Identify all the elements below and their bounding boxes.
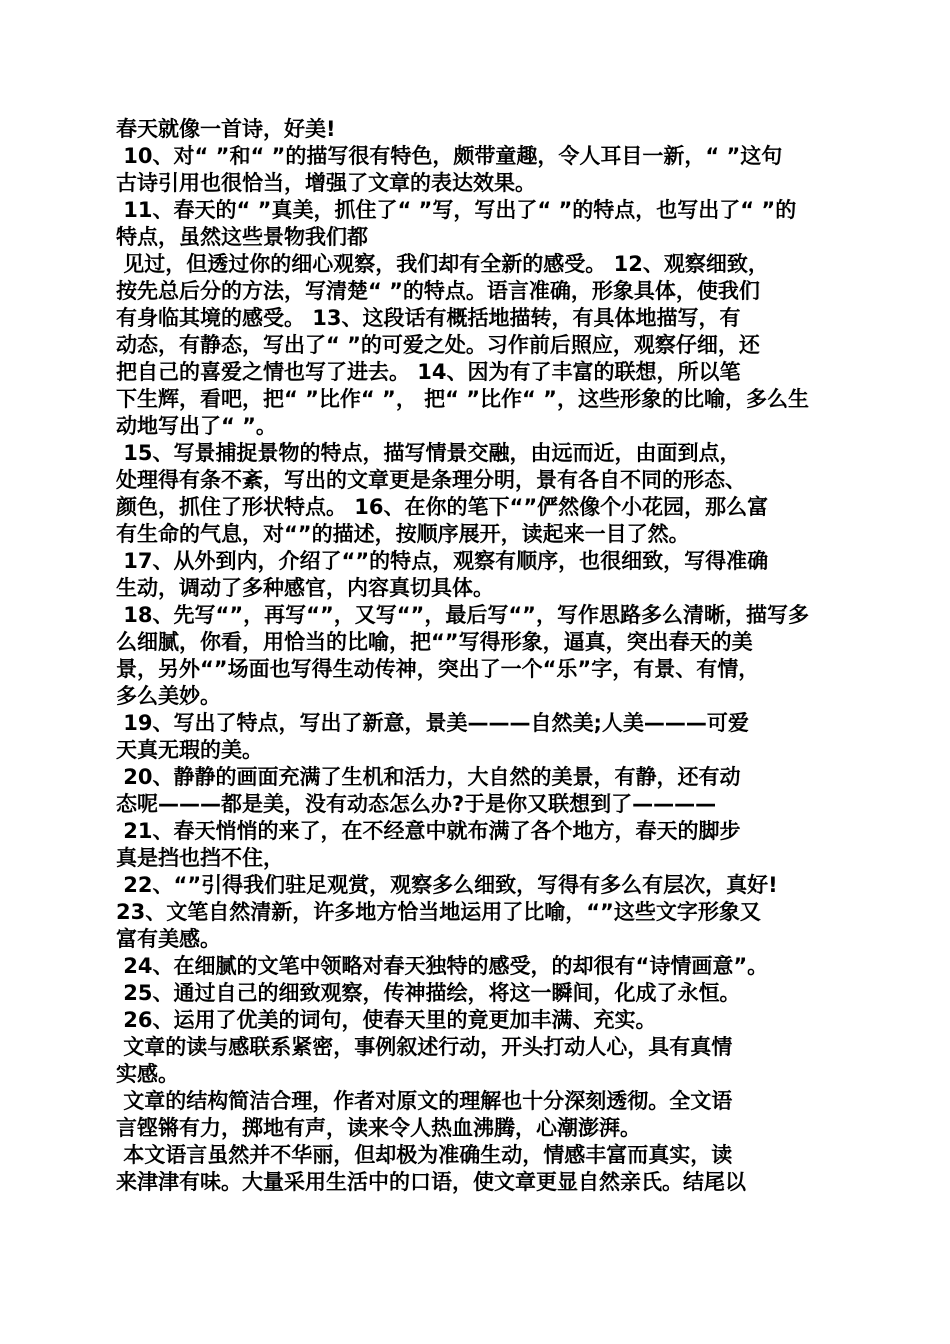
text-line: 动态，有静态，写出了“ ”的可爱之处。习作前后照应，观察仔细，还: [116, 333, 760, 357]
text-line: 17、从外到内，介绍了“”的特点，观察有顺序，也很细致，写得准确: [116, 549, 769, 573]
text-line: 景，另外“”场面也写得生动传神，突出了一个“乐”字，有景、有情，: [116, 657, 760, 681]
text-line: 实感。: [116, 1062, 179, 1086]
text-line: 文章的结构简洁合理，作者对原文的理解也十分深刻透彻。全文语: [116, 1089, 733, 1113]
text-line: 见过，但透过你的细心观察，我们却有全新的感受。 12、观察细致，: [116, 252, 769, 276]
text-line: 有身临其境的感受。 13、这段话有概括地描转，有具体地描写，有: [116, 306, 741, 330]
text-line: 多么美妙。: [116, 684, 221, 708]
text-line: 真是挡也挡不住，: [116, 846, 284, 870]
text-line: 生动，调动了多种感官，内容真切具体。: [116, 576, 494, 600]
text-line: 26、运用了优美的词句，使春天里的竟更加丰满、充实。: [116, 1008, 657, 1032]
text-line: 25、通过自己的细致观察，传神描绘，将这一瞬间，化成了永恒。: [116, 981, 741, 1005]
text-line: 把自己的喜爱之情也写了进去。 14、因为有了丰富的联想，所以笔: [116, 360, 741, 384]
text-line: 有生命的气息，对“”的描述，按顺序展开，读起来一目了然。: [116, 522, 690, 546]
text-line: 11、春天的“ ”真美，抓住了“ ”写，写出了“ ”的特点，也写出了“ ”的: [116, 198, 797, 222]
text-line: 22、“”引得我们驻足观赏，观察多么细致，写得有多么有层次，真好!: [116, 873, 778, 897]
text-line: 文章的读与感联系紧密，事例叙述行动，开头打动人心，具有真情: [116, 1035, 733, 1059]
text-line: 天真无瑕的美。: [116, 738, 263, 762]
text-line: 动地写出了“ ”。: [116, 414, 277, 438]
text-line: 按先总后分的方法，写清楚“ ”的特点。语言准确，形象具体，使我们: [116, 279, 760, 303]
text-line: 特点，虽然这些景物我们都: [116, 225, 368, 249]
text-line: 么细腻，你看，用恰当的比喻，把“”写得形象，逼真，突出春天的美: [116, 630, 753, 654]
text-line: 19、写出了特点，写出了新意，景美———自然美;人美———可爱: [116, 711, 749, 735]
text-line: 古诗引用也很恰当，增强了文章的表达效果。: [116, 171, 536, 195]
text-line: 下生辉，看吧，把“ ”比作“ ”， 把“ ”比作“ ”，这些形象的比喻，多么生: [116, 387, 809, 411]
document-body-text: [116, 116, 840, 1196]
text-line: 18、先写“”，再写“”，又写“”，最后写“”，写作思路多么清晰，描写多: [116, 603, 809, 627]
text-line: 10、对“ ”和“ ”的描写很有特色，颇带童趣，令人耳目一新，“ ”这句: [116, 144, 783, 168]
text-line: 颜色，抓住了形状特点。 16、在你的笔下“”俨然像个小花园，那么富: [116, 495, 769, 519]
text-line: 23、文笔自然清新，许多地方恰当地运用了比喻，“”这些文字形象又: [116, 900, 761, 924]
text-line: 20、静静的画面充满了生机和活力，大自然的美景，有静，还有动: [116, 765, 741, 789]
text-line: 来津津有味。大量采用生活中的口语，使文章更显自然亲氏。结尾以: [116, 1170, 746, 1194]
text-line: 24、在细腻的文笔中领略对春天独特的感受，的却很有“诗情画意”。: [116, 954, 769, 978]
text-line: 态呢———都是美，没有动态怎么办?于是你又联想到了————: [116, 792, 717, 816]
text-line: 本文语言虽然并不华丽，但却极为准确生动，情感丰富而真实，读: [116, 1143, 733, 1167]
text-line: 处理得有条不紊，写出的文章更是条理分明，景有各自不同的形态、: [116, 468, 746, 492]
text-line: 春天就像一首诗，好美!: [116, 117, 336, 141]
text-line: 15、写景捕捉景物的特点，描写情景交融，由远而近，由面到点，: [116, 441, 741, 465]
text-line: 言铿锵有力，掷地有声，读来令人热血沸腾，心潮澎湃。: [116, 1116, 641, 1140]
text-line: 21、春天悄悄的来了，在不经意中就布满了各个地方，春天的脚步: [116, 819, 741, 843]
text-line: 富有美感。: [116, 927, 221, 951]
